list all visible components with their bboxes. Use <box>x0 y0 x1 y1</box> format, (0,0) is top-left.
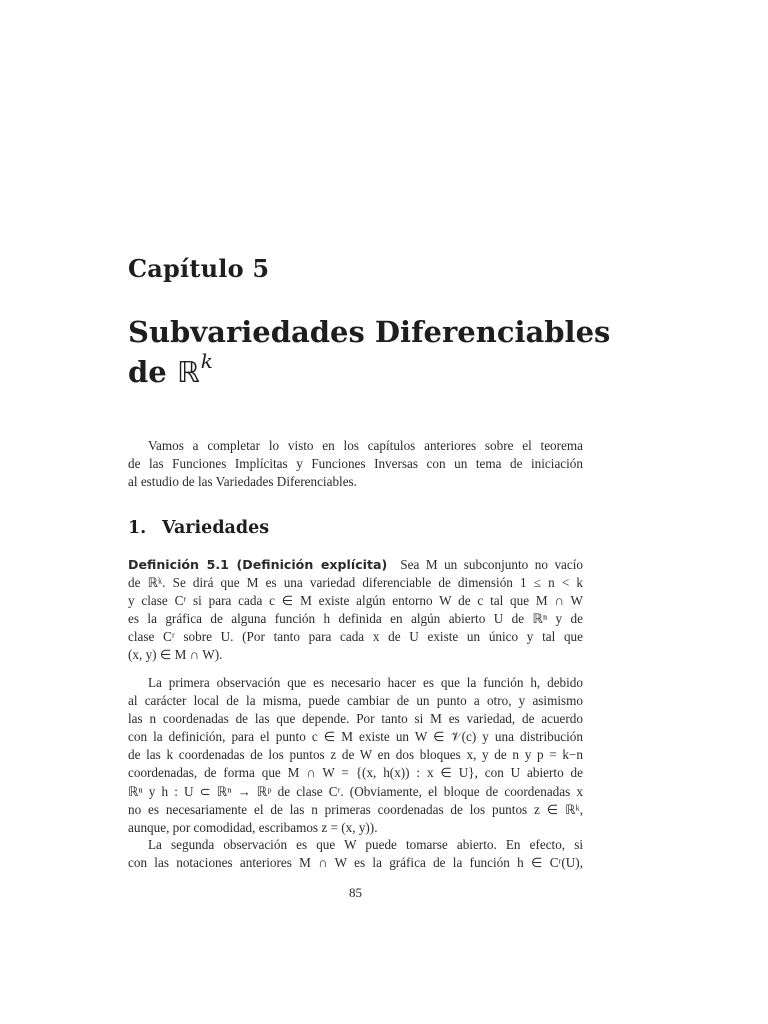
intro-line: al estudio de las Variedades Diferenciables. <box>128 474 357 490</box>
chapter-label: Capítulo 5 <box>128 254 270 283</box>
section-title: Variedades <box>162 518 270 538</box>
intro-paragraph <box>128 437 583 491</box>
chapter-title <box>128 312 611 395</box>
paragraph-line: coordenadas, de forma que M ∩ W = {(x, h(x)) : x ∈ U}, con U abierto de <box>128 765 583 781</box>
definition-line <box>128 556 583 574</box>
definition-line: y clase Cʳ si para cada c ∈ M existe algún entorno W de c tal que M ∩ W <box>128 593 583 609</box>
chapter-title-line-2 <box>128 349 588 395</box>
section-number: 1. <box>128 518 147 538</box>
body-paragraph-1 <box>128 674 583 837</box>
section-heading <box>128 518 269 538</box>
paragraph-line: las n coordenadas de las que depende. Por tanto si M es variedad, de acuerdo <box>128 711 583 727</box>
definition-line: (x, y) ∈ M ∩ W). <box>128 647 223 663</box>
definition-line: clase Cʳ sobre U. (Por tanto para cada x de U existe un único y tal que <box>128 629 583 645</box>
paragraph-line: con las notaciones anteriores M ∩ W es la gráfica de la función h ∈ Cʳ(U), <box>128 855 583 871</box>
paragraph-line: no es necesariamente el de las n primeras coordenadas de los puntos z ∈ ℝᵏ, <box>128 801 583 817</box>
definition-line: es la gráfica de alguna función h definida en algún abierto U de ℝⁿ y de <box>128 611 583 627</box>
paragraph-line: La primera observación que es necesario hacer es que la función h, debido <box>148 675 583 690</box>
body-paragraph-2 <box>128 836 583 872</box>
page-number: 85 <box>349 885 362 900</box>
paragraph-line: de las k coordenadas de los puntos z de W en dos bloques x, y de n y p = k−n <box>128 747 583 763</box>
paragraph-line: al carácter local de la misma, puede cambiar de un punto a otro, y asimismo <box>128 693 583 709</box>
definition-title: Definición 5.1 (Definición explícita) <box>128 557 388 572</box>
chapter-title-prefix: de <box>128 355 177 389</box>
intro-line: de las Funciones Implícitas y Funciones Inversas con un tema de iniciación <box>128 456 583 472</box>
intro-line: Vamos a completar lo visto en los capítulos anteriores sobre el teorema <box>148 438 583 453</box>
paragraph-line: La segunda observación es que W puede tomarse abierto. En efecto, si <box>148 837 583 852</box>
paragraph-line: aunque, por comodidad, escribamos z = (x, y)). <box>128 819 378 835</box>
real-numbers-symbol: ℝ <box>176 355 200 389</box>
definition-line: de ℝᵏ. Se dirá que M es una variedad diferenciable de dimensión 1 ≤ n < k <box>128 575 583 591</box>
book-page <box>128 0 611 1024</box>
definition-first-line-text: Sea M un subconjunto no vacío <box>400 557 583 572</box>
definition-block <box>128 556 583 665</box>
title-superscript: k <box>200 349 213 373</box>
paragraph-line: con la definición, para el punto c ∈ M existe un W ∈ 𝒱(c) y una distribución <box>128 729 583 745</box>
chapter-title-line-1: Subvariedades Diferenciables <box>128 315 611 349</box>
paragraph-line: ℝⁿ y h : U ⊂ ℝⁿ → ℝᵖ de clase Cʳ. (Obviamente, el bloque de coordenadas x <box>128 783 583 799</box>
